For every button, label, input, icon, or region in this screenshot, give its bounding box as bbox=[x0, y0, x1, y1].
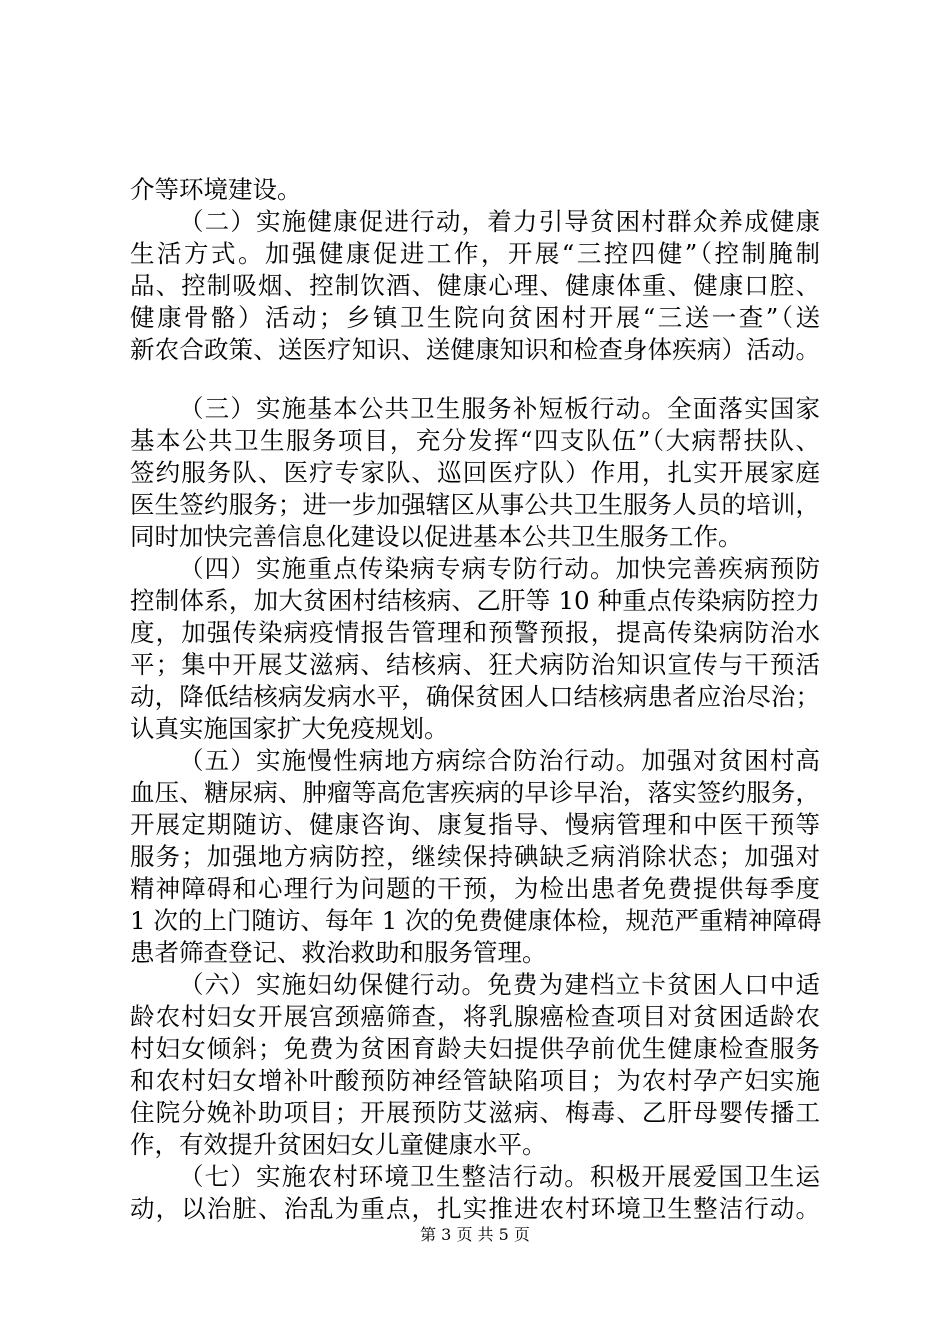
text-line: （五）实施慢性病地方病综合防治行动。加强对贫困村高 bbox=[179, 746, 820, 775]
text-line: 作，有效提升贫困妇女儿童健康水平。 bbox=[130, 1130, 547, 1159]
text-line: 基本公共卫生服务项目，充分发挥“四支队伍”（大病帮扶队、 bbox=[130, 426, 820, 455]
page-number-footer: 第 3 页 共 5 页 bbox=[420, 1225, 530, 1244]
text-line: 村妇女倾斜；免费为贫困育龄夫妇提供孕前优生健康检查服务 bbox=[130, 1034, 820, 1063]
text-line: （六）实施妇幼保健行动。免费为建档立卡贫困人口中适 bbox=[179, 970, 820, 999]
text-line: 品、控制吸烟、控制饮酒、健康心理、健康体重、健康口腔、 bbox=[130, 271, 820, 300]
text-line: 控制体系，加大贫困村结核病、乙肝等 10 种重点传染病防控力 bbox=[130, 586, 820, 615]
text-line: （二）实施健康促进行动，着力引导贫困村群众养成健康 bbox=[179, 207, 820, 236]
text-line: （三）实施基本公共卫生服务补短板行动。全面落实国家 bbox=[179, 394, 820, 423]
text-line: 和农村妇女增补叶酸预防神经管缺陷项目；为农村孕产妇实施 bbox=[130, 1066, 820, 1095]
text-line: （四）实施重点传染病专病专防行动。加快完善疾病预防 bbox=[179, 554, 820, 583]
text-line: 精神障碍和心理行为问题的干预，为检出患者免费提供每季度 bbox=[130, 874, 820, 903]
text-line: 患者筛查登记、救治救助和服务管理。 bbox=[130, 938, 547, 967]
text-line: 签约服务队、医疗专家队、巡回医疗队）作用，扎实开展家庭 bbox=[130, 458, 820, 487]
text-line: 生活方式。加强健康促进工作，开展“三控四健”（控制腌制 bbox=[130, 239, 820, 268]
text-line: 1 次的上门随访、每年 1 次的免费健康体检，规范严重精神障碍 bbox=[130, 906, 822, 935]
text-line: 服务；加强地方病防控，继续保持碘缺乏病消除状态；加强对 bbox=[130, 842, 820, 871]
text-line: 开展定期随访、健康咨询、康复指导、慢病管理和中医干预等 bbox=[130, 810, 820, 839]
text-line: 动，降低结核病发病水平，确保贫困人口结核病患者应治尽治； bbox=[130, 682, 820, 711]
text-line: 新农合政策、送医疗知识、送健康知识和检查身体疾病）活动。 bbox=[130, 335, 820, 364]
text-line: 认真实施国家扩大免疫规划。 bbox=[130, 714, 449, 743]
text-line: （七）实施农村环境卫生整洁行动。积极开展爱国卫生运 bbox=[179, 1162, 820, 1191]
text-line: 龄农村妇女开展宫颈癌筛查，将乳腺癌检查项目对贫困适龄农 bbox=[130, 1002, 820, 1031]
text-line: 同时加快完善信息化建设以促进基本公共卫生服务工作。 bbox=[130, 522, 743, 551]
text-line: 动，以治脏、治乱为重点，扎实推进农村环境卫生整洁行动。 bbox=[130, 1194, 820, 1223]
text-line: 度，加强传染病疫情报告管理和预警预报，提高传染病防治水 bbox=[130, 618, 820, 647]
text-line: 健康骨骼）活动；乡镇卫生院向贫困村开展“三送一查”（送 bbox=[130, 303, 820, 332]
text-line: 平；集中开展艾滋病、结核病、狂犬病防治知识宣传与干预活 bbox=[130, 650, 820, 679]
text-line: 介等环境建设。 bbox=[130, 175, 302, 204]
text-line: 住院分娩补助项目；开展预防艾滋病、梅毒、乙肝母婴传播工 bbox=[130, 1098, 820, 1127]
text-line: 血压、糖尿病、肿瘤等高危害疾病的早诊早治，落实签约服务， bbox=[130, 778, 820, 807]
text-line: 医生签约服务；进一步加强辖区从事公共卫生服务人员的培训， bbox=[130, 490, 820, 519]
